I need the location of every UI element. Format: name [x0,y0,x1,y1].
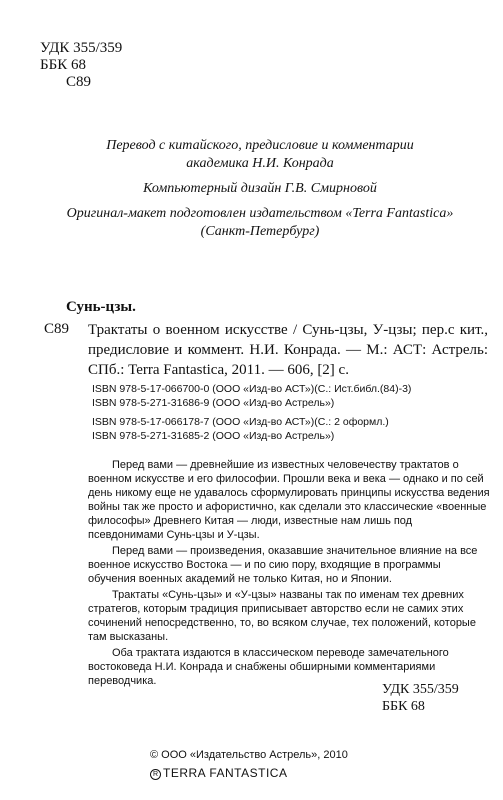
annotation-paragraph: Трактаты «Сунь-цзы» и «У-цзы» названы так по именам тех древних стратегов, которым традиция приписывает авторство если не самих этих сочинений непосредственно, то, во всяком случае, тех положений, которые там высказаны. [88,589,476,643]
udk-code-bottom: УДК 355/359 [382,682,459,697]
publisher-logo [150,766,287,780]
author-mark: С89 [66,74,92,90]
design-credit: Компьютерный дизайн Г.В. Смирновой [143,181,377,196]
translation-credit-line1: Перевод с китайского, предисловие и комментарии [106,138,414,153]
record-description: Трактаты о военном искусстве / Сунь-цзы, У-цзы; пер.с кит., предисловие и коммент. Н.И. Конрада. — М.: АСТ: Астрель: СПб.: Terra Fantastica, 2011. — 606, [2] с. [88,322,488,378]
layout-credit-line2: (Санкт-Петербург) [200,224,320,239]
isbn-line: ISBN 978-5-17-066700-0 (ООО «Изд-во АСТ»)(С.: Ист.библ.(84)-3) [92,383,412,395]
annotation-paragraph: Оба трактата издаются в классическом переводе замечательного востоковеда Н.И. Конрада и снабжены обширными комментариями переводчика. [88,647,449,687]
annotation [88,458,490,688]
record-author: Сунь-цзы. [66,299,136,315]
annotation-paragraph: Перед вами — древнейшие из известных человечеству трактатов о военном искусстве и его философии. Прошли века и века — однако и по сей день никому еще не удавалось сформулировать принципы искусства ведения войны так же просто и афористично, как сделали это классические «военные философы» Древнего Китая — люди, известные нам лишь под псевдонимами Сунь-цзы и У-цзы. [88,459,490,541]
layout-credit-line1: Оригинал-макет подготовлен издательством «Terra Fantastica» [66,206,454,221]
publisher-logo-text: TERRA FANTASTICA [163,766,288,780]
udk-code: УДК 355/359 [40,40,123,56]
translation-credit-line2: академика Н.И. Конрада [186,156,334,171]
copyright-notice: © ООО «Издательство Астрель», 2010 [150,749,348,761]
bbk-code-bottom: ББК 68 [382,699,425,714]
isbn-line: ISBN 978-5-271-31686-9 (ООО «Изд-во Астрель») [92,397,335,409]
registered-icon: R [150,769,161,780]
isbn-line: ISBN 978-5-17-066178-7 (ООО «Изд-во АСТ»)(С.: 2 оформл.) [92,416,389,428]
isbn-line: ISBN 978-5-271-31685-2 (ООО «Изд-во Астрель») [92,430,335,442]
record-code: С89 [44,321,70,337]
bbk-code: ББК 68 [40,57,86,73]
annotation-paragraph: Перед вами — произведения, оказавшие значительное влияние на все военное искусство Востока — и по сию пору, входящие в программы обучения военных академий не только Китая, но и Японии. [88,545,478,585]
